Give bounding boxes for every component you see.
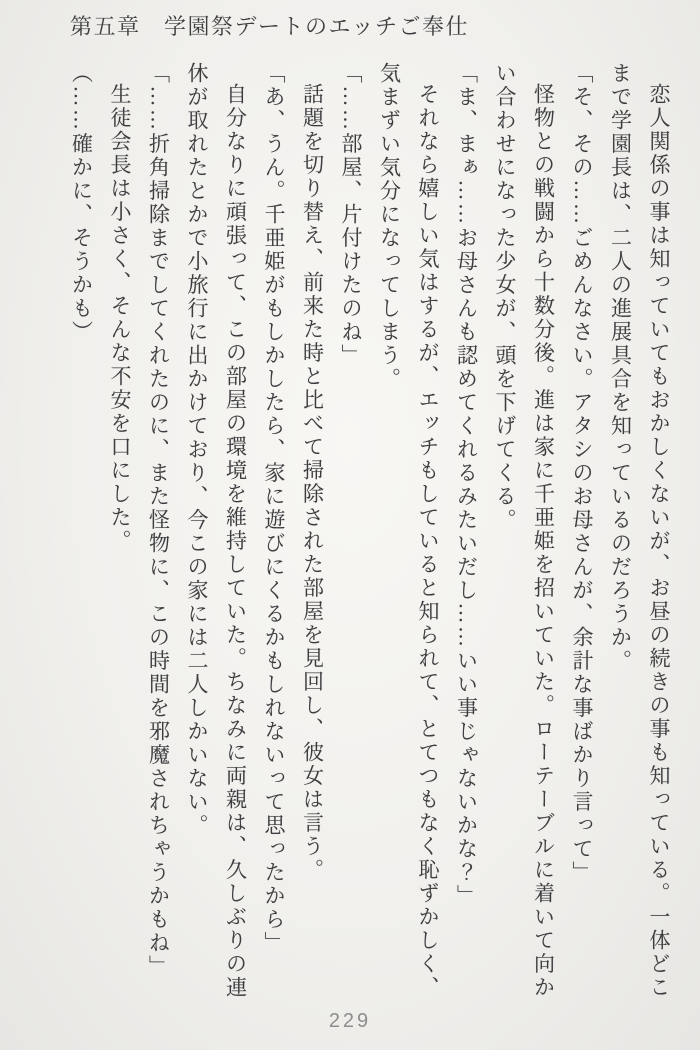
vertical-body-text — [48, 62, 678, 1008]
paragraph: それなら嬉しい気はするが、エッチもしていると知られて、とてつもなく恥ずかしく、気まずい気分になってしまう。 — [377, 62, 440, 1000]
paragraph: 「あ、うん。千亜姫がもしかしたら、家に遊びにくるかもしれないって思ったから」 — [262, 62, 286, 955]
paragraph: 怪物との戦闘から十数分後。進は家に千亜姫を招いていた。ローテーブルに着いて向かい合わせになった少女が、頭を下げてくる。 — [493, 62, 556, 1000]
paragraph: 「……折角掃除までしてくれたのに、また怪物に、この時間を邪魔されちゃうかもね」 — [146, 62, 171, 979]
paragraph: 生徒会長は小さく、そんな不安を口にした。 — [108, 83, 132, 553]
paragraph: 自分なりに頑張って、この部屋の環境を維持していた。ちなみに両親は、久しぶりの連休が取れたとかで小旅行に出かけており、今この家には二人しかいない。 — [185, 62, 248, 1000]
paragraph: 恋人関係の事は知っていてもおかしくないが、お昼の続きの事も知っている。一体どこまで学園長は、二人の進展具合を知っているのだろうか。 — [608, 62, 671, 1000]
paragraph: 「そ、その……ごめんなさい。アタシのお母さんが、余計な事ばかり言って」 — [570, 62, 594, 885]
paragraph: 「ま、まぁ……お母さんも認めてくれるみたいだし……いい事じゃないかな？」 — [454, 62, 479, 908]
paragraph: 「……部屋、片付けたのね」 — [339, 62, 363, 368]
chapter-header: 第五章 学園祭デートのエッチご奉仕 — [70, 14, 470, 39]
paragraph: （……確かに、そうかも） — [69, 62, 94, 344]
page-number: 229 — [328, 1010, 372, 1032]
paragraph: 話題を切り替え、前来た時と比べて掃除された部屋を見回し、彼女は言う。 — [300, 83, 325, 882]
